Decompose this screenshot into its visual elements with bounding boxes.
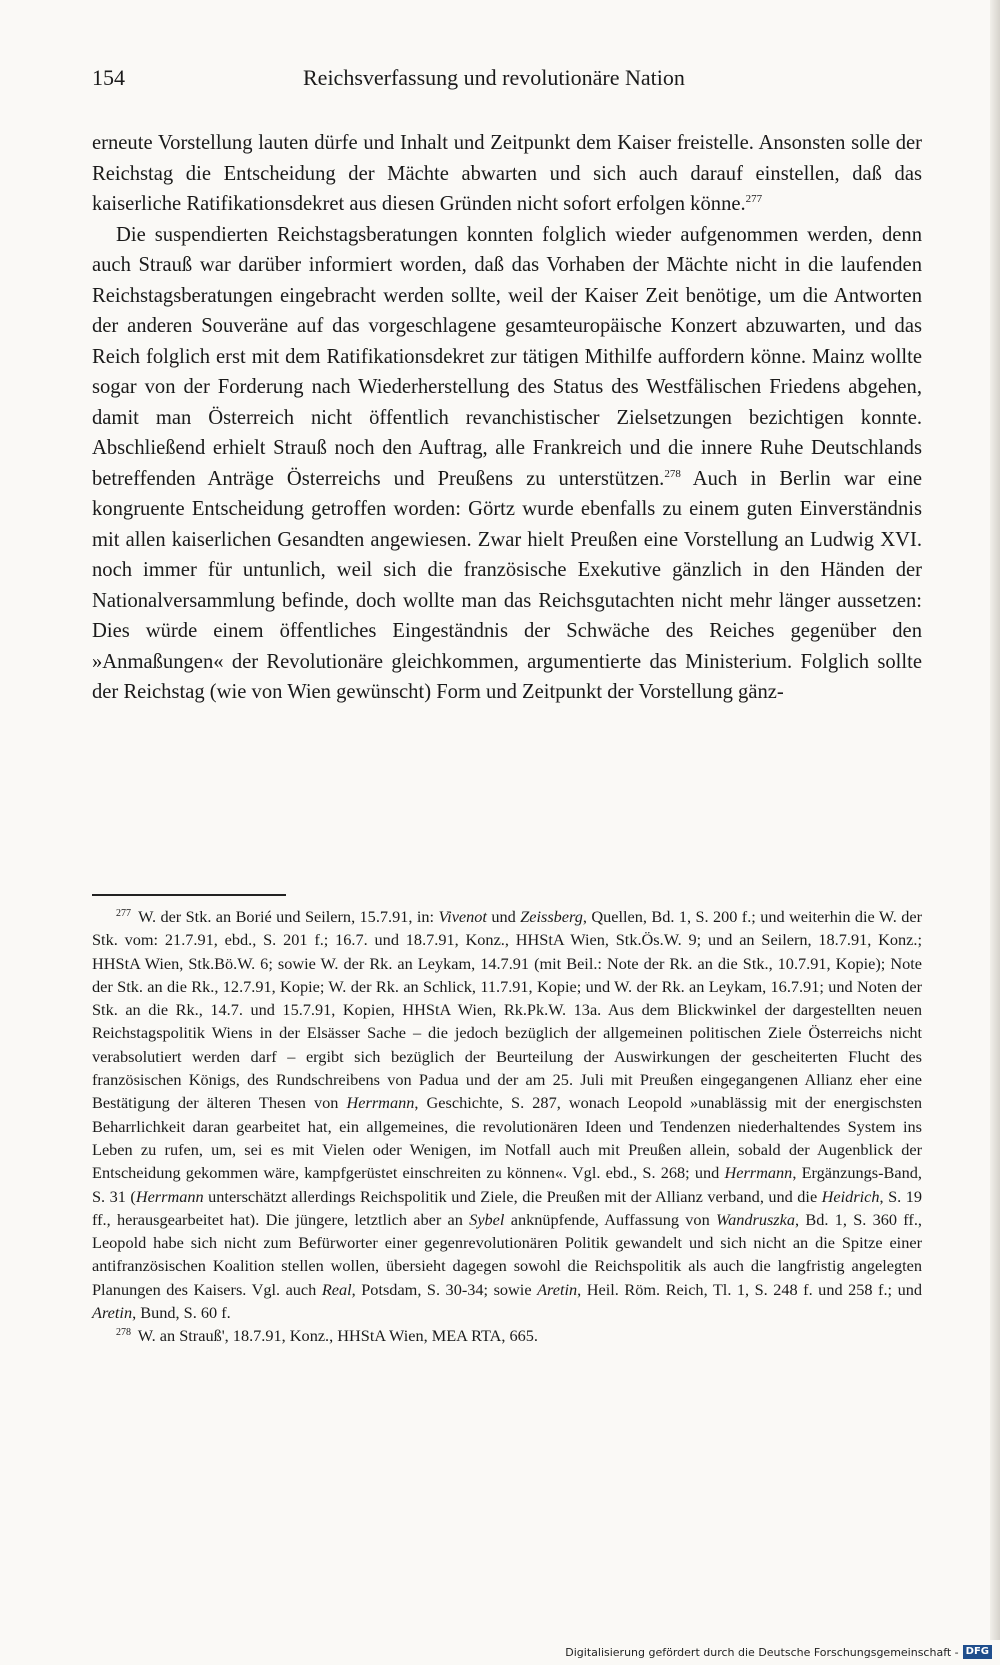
author-name: Zeissberg: [520, 907, 583, 926]
author-name: Real: [321, 1279, 352, 1299]
footnotes: [92, 905, 922, 1348]
footnote-text: unterschätzt allerdings Reichspolitik und Ziele, die Preußen mit der Allianz verband, und die: [203, 1186, 822, 1206]
footnote-separator: [92, 894, 286, 896]
paragraph-2: [92, 220, 922, 708]
author-name: Herrmann: [135, 1186, 204, 1206]
author-name: Aretin: [537, 1279, 578, 1299]
footnote-number: 278: [116, 1327, 131, 1339]
paragraph-2-text-b: Auch in Berlin war eine kongruente Entscheidung getroffen worden: Görtz wurde ebenfalls zu einem guten Einverständnis mit allen kaiserlichen Gesandten angewiesen. Zwar hielt Preußen eine Vorstellung an Ludwig XVI. noch immer für untunlich, weil sich die französische Exekutive gänzlich in den Händen der Nationalversammlung befinde, doch wollte man das Reichsgutachten nicht mehr länger aussetzen: Dies würde einem öffentliches Eingeständnis der Schwäche des Reiches gegenüber den »Anmaßungen« der Revolutionäre gleichkommen, argumentierte das Ministerium. Folglich sollte der Reichstag (wie von Wien gewünscht) Form und Zeitpunkt der Vorstellung gänz-: [92, 467, 923, 703]
footnote-text: anknüpfende, Auffassung von: [504, 1209, 716, 1229]
footnote-277: [92, 905, 922, 1324]
running-title: Reichsverfassung und revolutionäre Nation: [303, 65, 685, 90]
footnote-text: W. der Stk. an Borié und Seilern, 15.7.91, in:: [134, 907, 439, 926]
footnote-ref-277[interactable]: 277: [745, 193, 763, 205]
footnote-number: 277: [116, 908, 131, 919]
author-name: Herrmann: [724, 1163, 793, 1183]
footnote-text: , Heil. Röm. Reich, Tl. 1, S. 248 f. und 258 f.; und: [577, 1279, 922, 1299]
page-edge-shadow: [990, 0, 1000, 1640]
footnote-278: [92, 1324, 922, 1347]
author-name: Sybel: [469, 1209, 505, 1229]
dfg-logo: DFG: [963, 1645, 992, 1659]
digitization-credit: [565, 1645, 992, 1659]
author-name: Vivenot: [438, 907, 487, 926]
main-text: [92, 128, 922, 708]
paragraph-1: [92, 128, 922, 220]
footnote-text: und: [486, 907, 521, 926]
footnote-text: , S. 19 ff., herausgearbeitet hat). Die jüngere, letztlich aber an: [92, 1186, 922, 1229]
page-number: 154: [92, 65, 125, 90]
footnote-text: , Potsdam, S. 30-34; sowie: [351, 1279, 538, 1299]
footnote-text: , Geschichte, S. 287, wonach Leopold »unablässig mit der energischsten Beharrlichkeit daran gearbeitet hat, ein allgemeines, die revolutionären Ideen und Tendenzen niederhaltendes System ins Leben zu rufen, um, sei es mit Vielen oder Wenigen, im Notfall auch mit Preußen allein, sobald der Augenblick der Entscheidung gekommen wäre, kampfgerüstet einschreiten zu können«. Vgl. ebd., S. 268; und: [92, 1093, 922, 1183]
footnote-text: , Bd. 1, S. 360 ff., Leopold habe sich nicht zum Befürworter einer gegenrevolutionären Politik gewandelt und sich nicht an die Spitze einer antifranzösischen Koalition stellen wollen, übersieht dagegen sowohl die Reichspolitik als auch die langfristig angelegten Planungen des Kaisers. Vgl. auch: [92, 1209, 922, 1299]
footnote-ref-278[interactable]: 278: [664, 467, 681, 480]
footnote-text: , Quellen, Bd. 1, S. 200 f.; und weiterhin die W. der Stk. vom: 21.7.91, ebd., S. 201 f.; 16.7. und 18.7.91, Konz., HHStA Wien, Stk.Ös.W. 9; und an Seilern, 18.7.91, Konz.; HHStA Wien, Stk.Bö.W. 6; sowie W. der Rk. an Leykam, 14.7.91 (mit Beil.: Note der Rk. an die Stk., 10.7.91, Kopie); Note der Stk. an die Rk., 12.7.91, Kopie; W. der Rk. an Schlick, 11.7.91, Kopie; und W. der Rk. an Leykam, 16.7.91; und Noten der Stk. an die Rk., 14.7. und 15.7.91, Kopien, HHStA Wien, Rk.Pk.W. 13a. Aus dem Blickwinkel der dargestellten neuen Reichstagspolitik Wiens in der Elsässer Sache – die jedoch bezüglich der allgemeinen politischen Ziele Österreichs nicht verabsolutiert werden darf – ergibt sich bezüglich der Beurteilung der Auswirkungen der gescheiterten Flucht des französischen Königs, des Rundschreibens von Padua und der am 25. Juli mit Preußen eingegangenen Allianz eher eine Bestätigung der älteren Thesen von: [92, 907, 923, 1113]
author-name: Wandruszka: [716, 1209, 796, 1229]
footnote-text: , Ergänzungs-Band, S. 31 (: [92, 1163, 922, 1206]
author-name: Aretin: [92, 1303, 133, 1323]
author-name: Heidrich: [821, 1186, 880, 1206]
footnote-text: , Bund, S. 60 f.: [132, 1303, 231, 1323]
footnote-text: W. an Strauß', 18.7.91, Konz., HHStA Wien, MEA RTA, 665.: [134, 1326, 539, 1346]
paragraph-2-text-a: Die suspendierten Reichstagsberatungen konnten folglich wieder aufgenommen werden, denn auch Strauß war darüber informiert worden, daß das Vorhaben der Mächte nicht in die laufenden Reichstagsberatungen eingebracht werden sollte, weil der Kaiser Zeit benötige, um die Antworten der anderen Souveräne auf das vorgeschlagene gesamteuropäische Konzert abzuwarten, und das Reich folglich erst mit dem Ratifikationsdekret zur tätigen Mithilfe auffordern könne. Mainz wollte sogar von der Forderung nach Wiederherstellung des Status des Westfälischen Friedens abgehen, damit man Österreich nicht öffentlich revanchistischer Zielsetzungen bezichtigen konnte. Abschließend erhielt Strauß noch den Auftrag, alle Frankreich und die innere Ruhe Deutschlands betreffenden Anträge Österreichs und Preußens zu unterstützen.: [92, 223, 922, 490]
credit-text: Digitalisierung gefördert durch die Deutsche Forschungsgemeinschaft -: [565, 1645, 959, 1659]
author-name: Herrmann: [346, 1093, 415, 1113]
paragraph-1-text: erneute Vorstellung lauten dürfe und Inhalt und Zeitpunkt dem Kaiser freistelle. Ansonsten solle der Reichstag die Entscheidung der Mächte abwarten und sich auch darauf einstellen, daß das kaiserliche Ratifikationsdekret aus diesen Gründen nicht sofort erfolgen könne.: [92, 132, 922, 215]
